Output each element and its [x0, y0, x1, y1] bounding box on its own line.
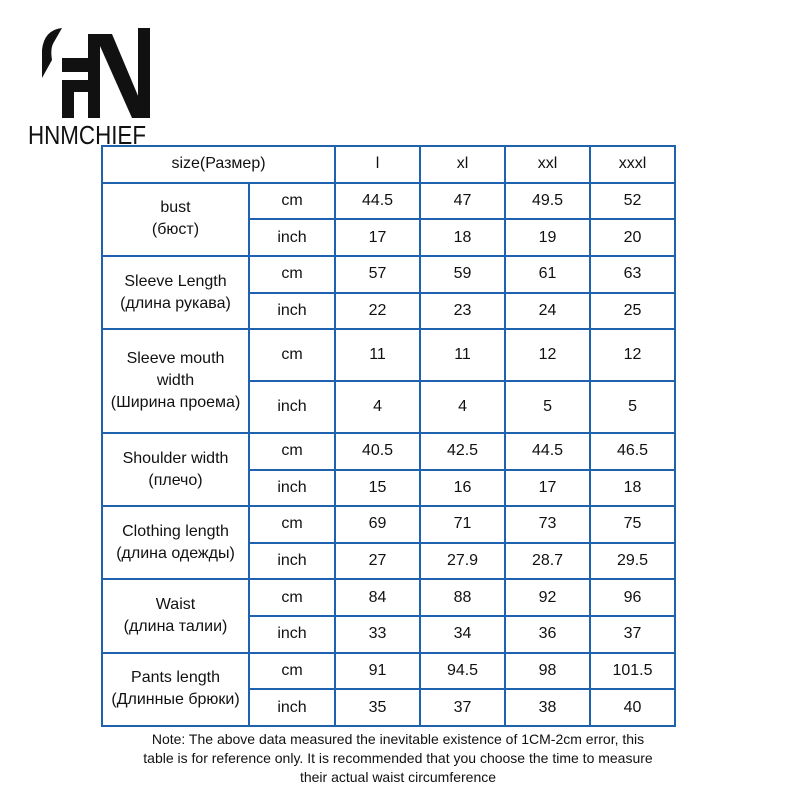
measurement-label [102, 329, 249, 433]
unit-cell: cm [249, 579, 335, 616]
header-row [102, 146, 675, 183]
measurement-label [102, 433, 249, 506]
value-cell: 12 [505, 329, 590, 381]
measurement-label [102, 579, 249, 652]
measurement-label-line: Sleeve Length [124, 272, 227, 290]
measurement-note [98, 730, 698, 787]
value-cell: 63 [590, 256, 675, 293]
value-cell: 44.5 [505, 433, 590, 470]
value-cell: 42.5 [420, 433, 505, 470]
value-cell: 92 [505, 579, 590, 616]
value-cell: 17 [505, 470, 590, 507]
unit-cell: inch [249, 543, 335, 580]
size-header-label: size(Размер) [102, 146, 335, 183]
value-cell: 4 [335, 381, 420, 433]
value-cell: 25 [590, 293, 675, 330]
measurement-label [102, 653, 249, 726]
table-row [102, 329, 675, 381]
measurement-label [102, 256, 249, 329]
table-row [102, 506, 675, 543]
measurement-label-line: Sleeve mouth [126, 350, 225, 368]
brand-logo [26, 20, 176, 150]
unit-cell: inch [249, 381, 335, 433]
value-cell: 71 [420, 506, 505, 543]
value-cell: 101.5 [590, 653, 675, 690]
unit-cell: inch [249, 689, 335, 726]
measurement-label [102, 506, 249, 579]
value-cell: 15 [335, 470, 420, 507]
table-row [102, 256, 675, 293]
measurement-label-line: (бюст) [151, 221, 200, 239]
measurement-label-line: (плечо) [148, 471, 203, 489]
value-cell: 40 [590, 689, 675, 726]
size-header-xl: xl [420, 146, 505, 183]
unit-cell: cm [249, 653, 335, 690]
table-row [102, 653, 675, 690]
measurement-label-line: bust [160, 199, 191, 217]
value-cell: 18 [590, 470, 675, 507]
measurement-label-line: (Длинные брюки) [111, 691, 240, 709]
value-cell: 49.5 [505, 183, 590, 220]
hnmchief-logo-icon [40, 20, 165, 120]
value-cell: 61 [505, 256, 590, 293]
value-cell: 84 [335, 579, 420, 616]
note-line: Note: The above data measured the inevitable existence of 1CM-2cm error, this [151, 731, 645, 747]
value-cell: 57 [335, 256, 420, 293]
value-cell: 5 [505, 381, 590, 433]
value-cell: 12 [590, 329, 675, 381]
value-cell: 36 [505, 616, 590, 653]
value-cell: 11 [335, 329, 420, 381]
table-row [102, 579, 675, 616]
value-cell: 37 [590, 616, 675, 653]
value-cell: 17 [335, 219, 420, 256]
value-cell: 11 [420, 329, 505, 381]
size-chart-table [101, 145, 676, 727]
measurement-label-line: Shoulder width [122, 449, 229, 467]
brand-name: HNMCHIEF [28, 120, 147, 150]
value-cell: 24 [505, 293, 590, 330]
value-cell: 75 [590, 506, 675, 543]
value-cell: 27 [335, 543, 420, 580]
value-cell: 33 [335, 616, 420, 653]
value-cell: 46.5 [590, 433, 675, 470]
measurement-label-line: Pants length [131, 669, 220, 687]
value-cell: 35 [335, 689, 420, 726]
measurement-label-line: width [156, 372, 195, 390]
value-cell: 88 [420, 579, 505, 616]
unit-cell: inch [249, 470, 335, 507]
value-cell: 69 [335, 506, 420, 543]
table-row [102, 183, 675, 220]
note-line: their actual waist circumference [299, 769, 497, 785]
unit-cell: inch [249, 219, 335, 256]
unit-cell: inch [249, 293, 335, 330]
note-line: table is for reference only. It is recommended that you choose the time to measure [143, 750, 653, 766]
value-cell: 18 [420, 219, 505, 256]
value-cell: 27.9 [420, 543, 505, 580]
value-cell: 23 [420, 293, 505, 330]
measurement-label-line: Waist [155, 596, 196, 614]
value-cell: 37 [420, 689, 505, 726]
unit-cell: cm [249, 433, 335, 470]
value-cell: 73 [505, 506, 590, 543]
value-cell: 19 [505, 219, 590, 256]
measurement-label-line: (длина одежды) [116, 544, 235, 562]
value-cell: 59 [420, 256, 505, 293]
value-cell: 96 [590, 579, 675, 616]
measurement-label-line: (длина рукава) [120, 294, 231, 312]
size-header-xxl: xxl [505, 146, 590, 183]
value-cell: 34 [420, 616, 505, 653]
value-cell: 16 [420, 470, 505, 507]
unit-cell: cm [249, 506, 335, 543]
value-cell: 91 [335, 653, 420, 690]
value-cell: 38 [505, 689, 590, 726]
value-cell: 98 [505, 653, 590, 690]
measurement-label-line: (Ширина проема) [110, 394, 241, 412]
value-cell: 22 [335, 293, 420, 330]
unit-cell: cm [249, 256, 335, 293]
value-cell: 52 [590, 183, 675, 220]
value-cell: 94.5 [420, 653, 505, 690]
unit-cell: cm [249, 183, 335, 220]
size-header-xxxl: xxxl [590, 146, 675, 183]
value-cell: 40.5 [335, 433, 420, 470]
value-cell: 47 [420, 183, 505, 220]
value-cell: 5 [590, 381, 675, 433]
value-cell: 20 [590, 219, 675, 256]
size-header-l: l [335, 146, 420, 183]
measurement-label [102, 183, 249, 256]
unit-cell: cm [249, 329, 335, 381]
value-cell: 44.5 [335, 183, 420, 220]
measurement-label-line: Clothing length [122, 522, 229, 540]
measurement-label-line: (длина талии) [123, 618, 228, 636]
value-cell: 4 [420, 381, 505, 433]
table-row [102, 433, 675, 470]
unit-cell: inch [249, 616, 335, 653]
value-cell: 28.7 [505, 543, 590, 580]
value-cell: 29.5 [590, 543, 675, 580]
